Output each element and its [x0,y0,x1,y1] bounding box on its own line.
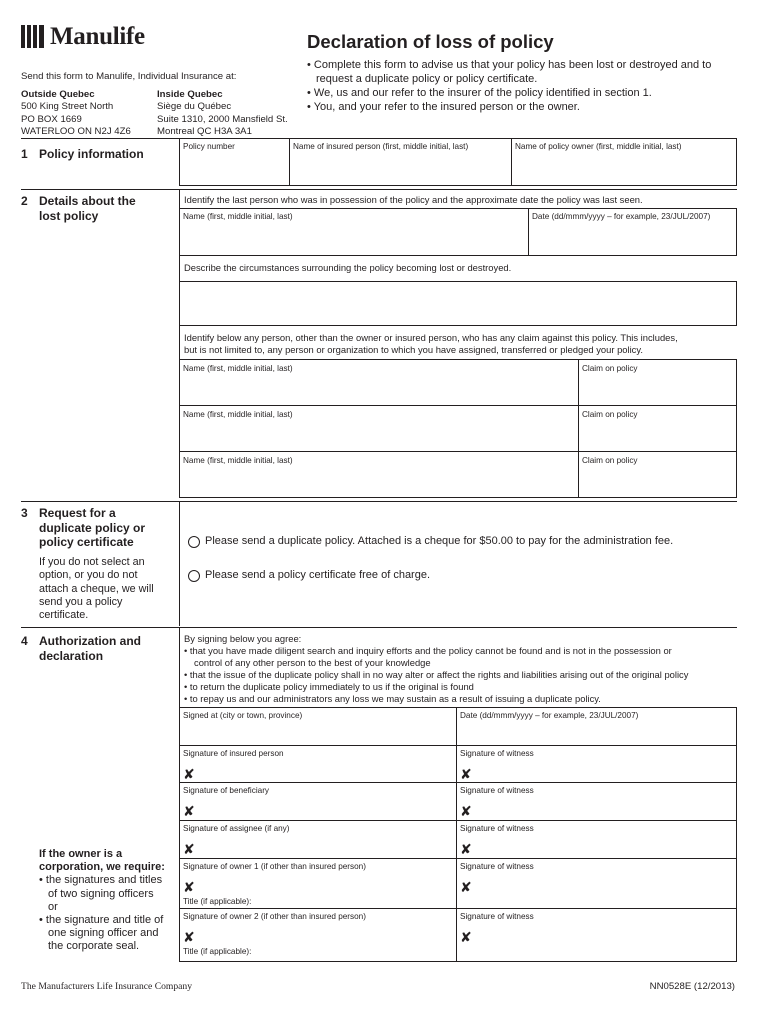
address-line: Siège du Québec [157,101,232,113]
instruction-item: • Complete this form to advise us that your policy has been lost or destroyed and to request a duplicate policy or policy certificate. [307,59,712,85]
claim-on-policy-label: Claim on policy [582,410,638,419]
identify-last-text: Identify the last person who was in possession of the policy and the approximate date the policy was last seen. [184,194,643,205]
owner-name-label: Name of policy owner (first, middle initial, last) [515,142,682,151]
address-outside-quebec [21,89,131,138]
duplicate-policy-option-label: Please send a duplicate policy. Attached is a cheque for $50.00 to pay for the administration fee. [205,535,674,547]
corp-heading: If the owner is a [39,848,123,860]
send-to-text: Send this form to Manulife, Individual Insurance at: [21,71,237,82]
form-title: Declaration of loss of policy [307,31,554,52]
section-title-text: declaration [39,648,104,663]
corp-item: one signing officer and [48,927,159,940]
claim-on-policy-field[interactable] [580,420,735,449]
address-line: 500 King Street North [21,101,114,113]
sig-witness-label: Signature of witness [460,749,534,758]
last-person-name-label: Name (first, middle initial, last) [183,212,293,221]
section-title-text: Details about the [39,194,136,208]
insured-name-field[interactable] [291,152,509,184]
last-seen-date-label: Date (dd/mmm/yyyy – for example, 23/JUL/2007) [532,212,711,221]
sign-here-x-icon: ✘ [183,929,195,945]
section-divider [21,189,737,190]
address-inside-quebec [157,89,288,138]
section-divider [21,501,737,502]
agree-item: • to return the duplicate policy immediately to us if the original is found [184,681,474,692]
manulife-logo [21,25,145,48]
instruction-item: • You, and your refer to the insured person or the owner. [307,101,580,113]
sig-beneficiary-field[interactable] [198,796,454,818]
claim-on-policy-label: Claim on policy [582,456,638,465]
address-heading: Inside Quebec [157,89,223,100]
section-number: 4 [21,634,28,648]
divider [179,782,737,783]
divider [179,627,180,707]
agree-item: • that you have made diligent search and inquiry efforts and the policy cannot be found and is not in the possession or [184,645,672,656]
identify-claim-line: but is not limited to, any person or organization to which you have assigned, transferred or pledged your policy. [184,343,643,355]
claim-name-label: Name (first, middle initial, last) [183,364,293,373]
sig-witness-field[interactable] [475,922,735,960]
last-person-name-field[interactable] [181,222,526,254]
title-if-applicable-label: Title (if applicable): [183,947,252,956]
section-title-text: duplicate policy or [39,520,146,535]
section-title-text: lost policy [39,208,99,223]
sig-owner2-field[interactable] [198,922,454,944]
agree-item: • to repay us and our administrators any loss we may sustain as a result of issuing a duplicate policy. [184,693,601,704]
note-line: If you do not select an [39,556,145,568]
note-line: attach a cheque, we will [39,582,154,595]
describe-text: Describe the circumstances surrounding the policy becoming lost or destroyed. [184,262,512,273]
divider [179,745,737,746]
signed-at-field[interactable] [181,721,454,743]
section-3-note [39,556,154,622]
sign-here-x-icon: ✘ [183,879,195,895]
sig-witness-field[interactable] [475,759,735,780]
corporation-requirements [39,848,165,954]
agree-item: control of any other person to the best of your knowledge [194,657,431,668]
claim-name-field[interactable] [181,374,576,403]
note-line: certificate. [39,609,89,622]
sig-insured-field[interactable] [198,759,454,780]
section-title-text: policy certificate [39,535,134,549]
sign-here-x-icon: ✘ [460,841,472,857]
sign-here-x-icon: ✘ [460,879,472,895]
sig-witness-field[interactable] [475,796,735,818]
section-4-title [21,634,141,663]
claim-name-field[interactable] [181,420,576,449]
address-line: Suite 1310, 2000 Mansfield St. [157,113,288,125]
identify-claim-line: Identify below any person, other than the owner or insured person, who has any claim against this policy. This includes, [184,332,678,343]
divider [179,908,737,909]
policy-certificate-option-label: Please send a policy certificate free of charge. [205,569,431,581]
sig-owner2-label: Signature of owner 2 (if other than insured person) [183,912,366,921]
manulife-logo-mark-icon [21,25,44,48]
address-line: PO BOX 1669 [21,113,82,125]
address-line: Montreal QC H3A 3A1 [157,125,252,137]
divider [179,858,737,859]
insured-name-label: Name of insured person (first, middle initial, last) [293,142,469,151]
section-number: 2 [21,194,28,208]
corp-item: • the signatures and titles [39,874,163,887]
identify-claim-text [184,332,678,356]
section-title-text: Policy information [39,147,144,161]
divider [179,451,737,452]
section-title-text: Authorization and [39,634,141,648]
instructions-list [307,58,747,114]
agree-item: • that the issue of the duplicate policy shall in no way alter or affect the rights and liabilities arising out of the original policy [184,669,689,680]
corp-item: the corporate seal. [48,940,140,953]
claim-on-policy-field[interactable] [580,374,735,403]
sig-owner1-label: Signature of owner 1 (if other than insured person) [183,862,366,871]
sig-witness-label: Signature of witness [460,862,534,871]
divider [179,501,180,626]
divider [289,138,290,186]
note-line: option, or you do not [39,569,138,582]
claim-name-label: Name (first, middle initial, last) [183,456,293,465]
corp-heading: corporation, we require: [39,861,165,874]
section-3-title [21,506,145,550]
divider [179,405,737,406]
note-line: send you a policy [39,595,123,608]
sig-assignee-label: Signature of assignee (if any) [183,824,290,833]
section-number: 3 [21,506,28,520]
claim-name-label: Name (first, middle initial, last) [183,410,293,419]
signed-date-field[interactable] [458,721,735,743]
section-number: 1 [21,147,28,161]
title-if-applicable-label: Title (if applicable): [183,897,252,906]
circumstances-field[interactable] [179,281,737,326]
agree-intro: By signing below you agree: [184,633,302,644]
sig-beneficiary-label: Signature of beneficiary [183,786,270,795]
signed-date-label: Date (dd/mmm/yyyy – for example, 23/JUL/2007) [460,711,639,720]
sig-witness-field[interactable] [475,872,735,906]
sig-owner1-field[interactable] [198,872,454,894]
policy-number-label: Policy number [183,142,235,151]
corp-or: or [48,900,58,913]
address-heading: Outside Quebec [21,89,95,100]
policy-number-field[interactable] [181,152,287,184]
owner-name-field[interactable] [513,152,735,184]
duplicate-policy-radio[interactable] [188,536,200,548]
sig-insured-label: Signature of insured person [183,749,284,758]
sign-here-x-icon: ✘ [460,766,472,782]
sign-here-x-icon: ✘ [183,841,195,857]
sign-here-x-icon: ✘ [183,803,195,819]
claim-on-policy-field[interactable] [580,466,735,496]
section-divider [21,627,737,628]
divider [578,359,579,498]
claim-name-field[interactable] [181,466,576,496]
sig-witness-label: Signature of witness [460,912,534,921]
divider [179,820,737,821]
corp-item: • the signature and title of [39,914,164,927]
section-2-title [21,194,136,223]
footer-company: The Manufacturers Life Insurance Company [21,981,193,992]
last-seen-date-field[interactable] [530,222,735,254]
divider [511,138,512,186]
sig-witness-label: Signature of witness [460,824,534,833]
sig-witness-field[interactable] [475,834,735,856]
sig-assignee-field[interactable] [198,834,454,856]
sign-here-x-icon: ✘ [460,803,472,819]
divider [528,208,529,256]
signed-at-label: Signed at (city or town, province) [183,711,303,720]
address-line: WATERLOO ON N2J 4Z6 [21,125,131,137]
brand-name: Manulife [50,23,145,50]
corp-item: of two signing officers [48,887,154,900]
sign-here-x-icon: ✘ [460,929,472,945]
sig-witness-label: Signature of witness [460,786,534,795]
claim-on-policy-label: Claim on policy [582,364,638,373]
sign-here-x-icon: ✘ [183,766,195,782]
form-code: NN0528E (12/2013) [649,981,735,992]
section-title-text: Request for a [39,506,116,520]
policy-certificate-radio[interactable] [188,570,200,582]
instruction-item: • We, us and our refer to the insurer of the policy identified in section 1. [307,87,652,99]
section-1-title [21,147,144,162]
